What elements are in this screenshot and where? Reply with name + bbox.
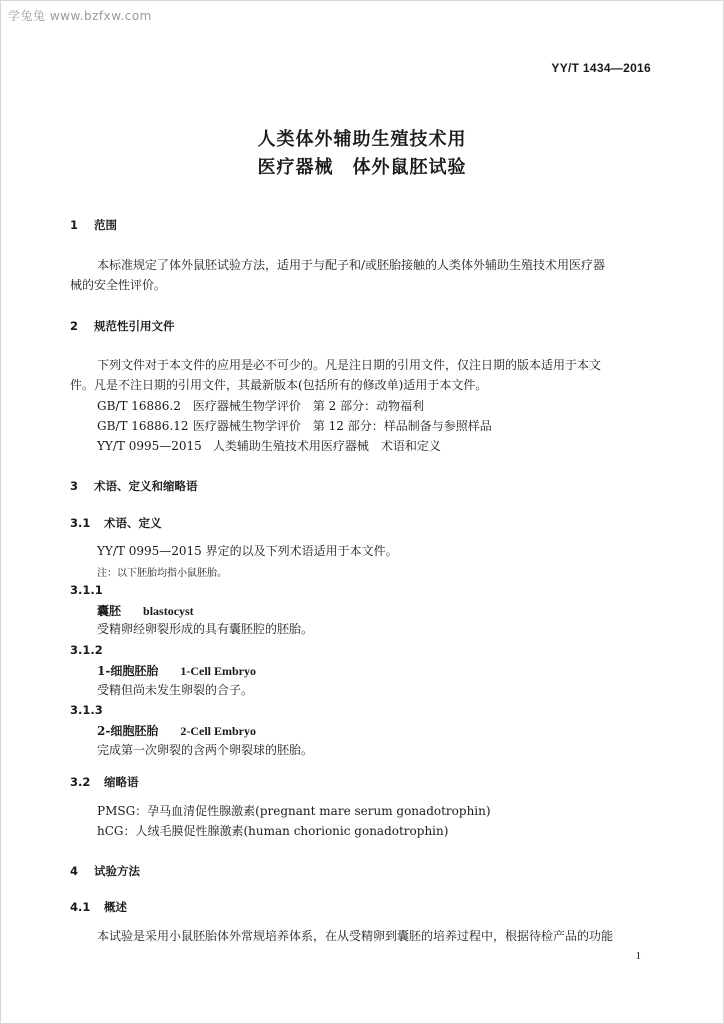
abbreviation-item: hCG：人绒毛膜促性腺激素(human chorionic gonadotrophin) bbox=[97, 824, 449, 838]
section-3-2-heading bbox=[70, 774, 139, 790]
abbreviation-item: PMSG：孕马血清促性腺激素(pregnant mare serum gonadotrophin) bbox=[97, 804, 491, 818]
document-title-line-1: 人类体外辅助生殖技术用 bbox=[257, 129, 467, 150]
section-number: 2 bbox=[70, 319, 79, 333]
section-2-paragraph-line-1: 下列文件对于本文件的应用是必不可少的。凡是注日期的引用文件，仅注日期的版本适用于本文 bbox=[97, 358, 602, 372]
term-heading bbox=[97, 662, 256, 679]
reference-item bbox=[97, 397, 424, 414]
term-number: 3.1.2 bbox=[70, 643, 103, 657]
page-number: 1 bbox=[635, 950, 641, 962]
section-3-1-heading bbox=[70, 515, 162, 531]
note-text: 注：以下胚胎均指小鼠胚胎。 bbox=[97, 568, 227, 579]
section-1-paragraph-line-2: 械的安全性评价。 bbox=[70, 278, 167, 292]
section-3-1-paragraph: YY/T 0995—2015 界定的以及下列术语适用于本文件。 bbox=[97, 544, 398, 558]
section-4-1-heading bbox=[70, 899, 127, 915]
reference-code: YY/T 0995—2015 bbox=[97, 439, 202, 453]
term-chinese: 2-细胞胚胎 bbox=[97, 724, 159, 738]
reference-item bbox=[97, 417, 492, 434]
term-number: 3.1.3 bbox=[70, 703, 103, 717]
term-english: 2-Cell Embryo bbox=[180, 724, 256, 738]
section-number: 4 bbox=[70, 864, 79, 878]
section-number: 3.1 bbox=[70, 516, 91, 530]
term-number: 3.1.1 bbox=[70, 583, 103, 597]
section-number: 4.1 bbox=[70, 900, 91, 914]
section-4-heading bbox=[70, 863, 140, 879]
section-4-1-paragraph: 本试验是采用小鼠胚胎体外常规培养体系，在从受精卵到囊胚的培养过程中，根据待检产品的功能 bbox=[97, 929, 614, 943]
term-definition: 受精卵经卵裂形成的具有囊胚腔的胚胎。 bbox=[97, 622, 314, 636]
section-1-heading bbox=[70, 217, 117, 233]
reference-item bbox=[97, 437, 441, 454]
term-chinese: 囊胚 bbox=[97, 604, 122, 618]
section-2-paragraph-line-2: 件。凡是不注日期的引用文件，其最新版本(包括所有的修改单)适用于本文件。 bbox=[70, 378, 488, 392]
section-title: 缩略语 bbox=[104, 775, 139, 789]
term-heading bbox=[97, 602, 194, 619]
section-1-paragraph-line-1: 本标准规定了体外鼠胚试验方法，适用于与配子和/或胚胎接触的人类体外辅助生殖技术用医疗器 bbox=[97, 258, 606, 272]
term-heading bbox=[97, 722, 256, 739]
standard-code: YY/T 1434—2016 bbox=[551, 61, 651, 75]
section-number: 3.2 bbox=[70, 775, 91, 789]
term-definition: 完成第一次卵裂的含两个卵裂球的胚胎。 bbox=[97, 743, 314, 757]
reference-title: 人类辅助生殖技术用医疗器械 术语和定义 bbox=[212, 439, 441, 453]
section-number: 3 bbox=[70, 479, 79, 493]
section-2-heading bbox=[70, 318, 175, 334]
term-definition: 受精但尚未发生卵裂的合子。 bbox=[97, 683, 254, 697]
section-title: 试验方法 bbox=[94, 864, 141, 878]
reference-title: 医疗器械生物学评价 第 12 部分：样品制备与参照样品 bbox=[192, 419, 492, 433]
term-chinese: 1-细胞胚胎 bbox=[97, 664, 159, 678]
section-title: 范围 bbox=[94, 218, 118, 232]
term-english: 1-Cell Embryo bbox=[180, 664, 256, 678]
section-number: 1 bbox=[70, 218, 79, 232]
section-title: 术语、定义 bbox=[104, 516, 162, 530]
section-title: 规范性引用文件 bbox=[94, 319, 175, 333]
section-3-heading bbox=[70, 478, 198, 494]
term-english: blastocyst bbox=[143, 604, 194, 618]
watermark: 学兔兔 www.bzfxw.com bbox=[8, 9, 152, 23]
section-title: 概述 bbox=[104, 900, 128, 914]
document-title-line-2: 医疗器械 体外鼠胚试验 bbox=[257, 157, 467, 178]
reference-code: GB/T 16886.12 bbox=[97, 419, 189, 433]
reference-title: 医疗器械生物学评价 第 2 部分：动物福利 bbox=[192, 399, 425, 413]
reference-code: GB/T 16886.2 bbox=[97, 399, 181, 413]
section-title: 术语、定义和缩略语 bbox=[94, 479, 198, 493]
